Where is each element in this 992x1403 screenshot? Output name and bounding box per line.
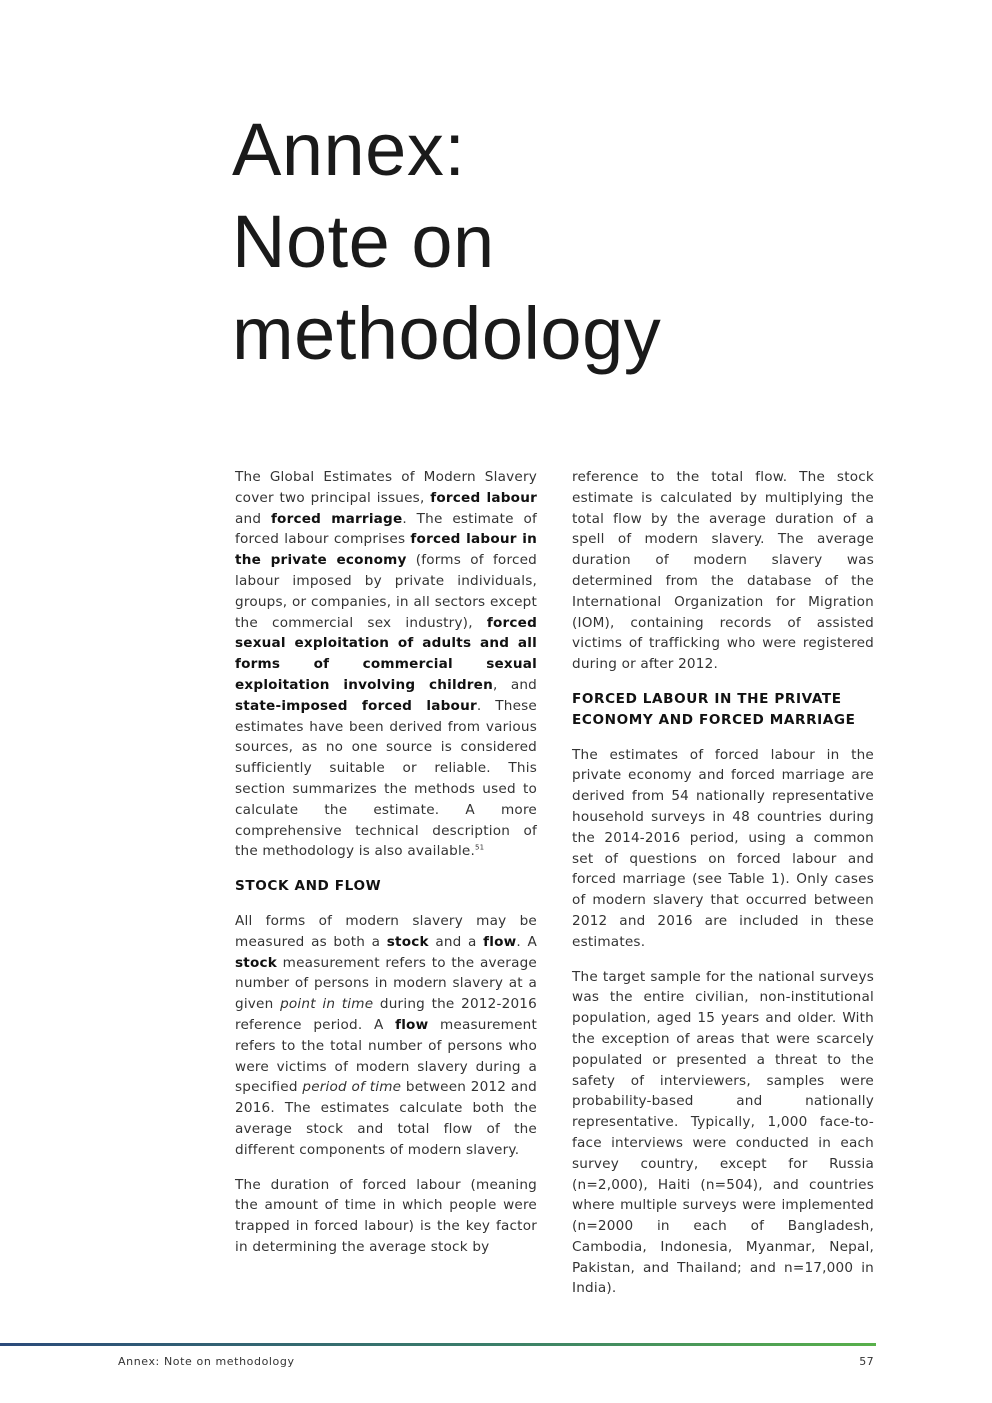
bold-term: forced marriage [270, 510, 403, 527]
text-run: and a [428, 933, 484, 950]
text-run: between 2012 and 2016. The estimates calculate both the average stock and total flow of the different components of modern slavery. [235, 1079, 538, 1158]
title-line-2: Note on [232, 200, 495, 283]
title-line-3: methodology [232, 292, 662, 375]
bold-term: forced sexual exploitation of adults and all forms of commercial sexual exploitation involving children [235, 614, 537, 693]
text-run: . A [516, 933, 537, 950]
bold-term: flow [395, 1016, 429, 1033]
text-run: All forms of modern slavery may be measured as both a [235, 912, 537, 950]
footer-rule [0, 1343, 876, 1346]
text-run: The target sample for the national surveys was the entire civilian, non-institutional population, aged 15 years and older. With the exception of areas that were scarcely populated or presented a threat to the safety of interviewers, samples were probability-based and nationally representative. Typically, 1,000 face-to-face interviews were conducted in each survey country, except for Russia (n=2,000), Haiti (n=504), and countries where multiple surveys were implemented (n=2000 in each of Bangladesh, Cambodia, Indonesia, Myanmar, Nepal, Pakistan, and Thailand; and n=17,000 in India). [572, 968, 874, 1297]
bold-term: stock [386, 933, 429, 950]
surveys-paragraph [572, 745, 874, 953]
text-run: The estimates of forced labour in the private economy and forced marriage are derived from 54 nationally representative household surveys in 48 countries during the 2014-2016 period, using a common set of questions on forced labour and forced marriage (see Table 1). Only cases of modern slavery that occurred between 2012 and 2016 are included in these estimates. [572, 746, 874, 950]
text-run: measurement refers to the total number of persons who were victims of modern slavery during a specified [235, 1016, 538, 1096]
section-heading-stock-and-flow: STOCK AND FLOW [235, 878, 382, 895]
text-run: The Global Estimates of Modern Slavery cover two principal issues, [235, 469, 537, 506]
sample-paragraph [572, 967, 874, 1300]
text-run: . The estimate of forced labour comprises [235, 510, 537, 548]
intro-paragraph [235, 467, 537, 862]
bold-term: forced labour [430, 489, 537, 506]
footnote-marker: 51 [475, 843, 485, 852]
text-run: . These estimates have been derived from various sources, as no one source is considered sufficiently suitable or reliable. This section summarizes the methods used to calculate the estimate. A more comprehensive technical description of the methodology is also available. [235, 697, 537, 860]
stock-flow-paragraph [235, 911, 537, 1161]
page-title [232, 104, 792, 380]
footer-label: Annex: Note on methodology [118, 1355, 295, 1368]
page-number: 57 [859, 1355, 874, 1368]
title-line-1: Annex: [232, 108, 466, 191]
duration-paragraph [235, 1175, 537, 1258]
right-column [572, 467, 874, 1313]
text-run: and [235, 510, 271, 527]
italic-term: period of time [302, 1079, 402, 1096]
text-run: (forms of forced labour imposed by private individuals, groups, or companies, in all sectors except the commercial sex industry), [235, 552, 538, 631]
bold-term: forced labour in the private economy [235, 531, 537, 569]
section-heading-forced-labour: FORCED LABOUR IN THE PRIVATE ECONOMY AND FORCED MARRIAGE [572, 690, 856, 728]
bold-term: state-imposed forced labour [235, 697, 477, 714]
text-run: reference to the total flow. The stock estimate is calculated by multiplying the total flow by the average duration of a spell of modern slavery. The average duration of modern slavery was determined from the database of the International Organization for Migration (IOM), containing records of assisted victims of trafficking who were registered during or after 2012. [572, 469, 874, 673]
text-run: , and [492, 676, 537, 693]
italic-term: point in time [280, 996, 374, 1013]
bold-term: flow [483, 933, 517, 950]
left-column [235, 467, 537, 1272]
text-run: The duration of forced labour (meaning the amount of time in which people were trapped in forced labour) is the key factor in determining the average stock by [235, 1176, 537, 1255]
text-run: measurement refers to the average number of persons in modern slavery at a given [235, 954, 537, 1013]
continued-paragraph [572, 467, 874, 675]
text-run: during the 2012-2016 reference period. A [235, 996, 538, 1033]
bold-term: stock [235, 954, 278, 971]
